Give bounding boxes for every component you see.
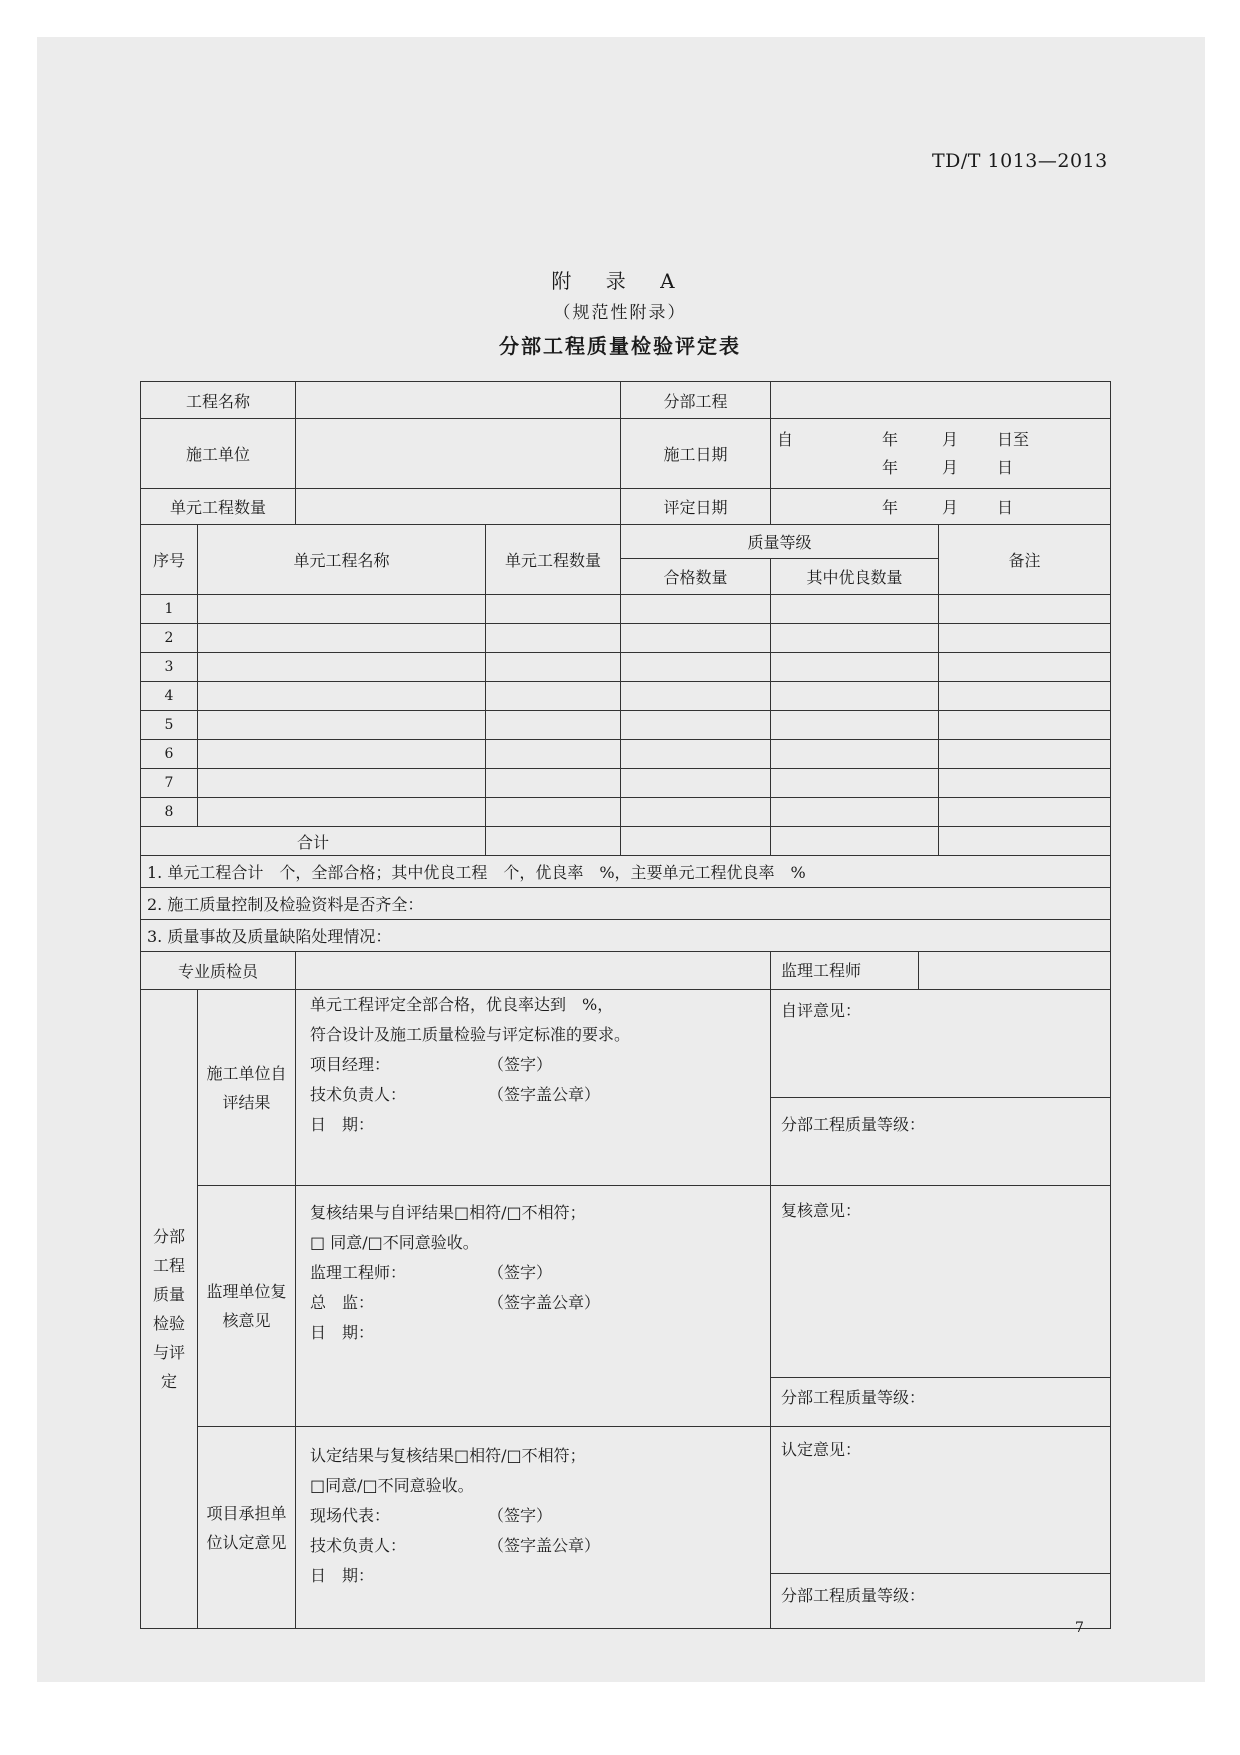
row-unit-count[interactable] bbox=[486, 653, 621, 682]
row-remarks[interactable] bbox=[939, 711, 1111, 740]
col-unit-count: 单元工程数量 bbox=[486, 525, 621, 595]
row-seq: 4 bbox=[141, 682, 198, 711]
project-name-label: 工程名称 bbox=[141, 382, 296, 419]
construction-date-label: 施工日期 bbox=[621, 419, 771, 489]
row-excellent[interactable] bbox=[771, 624, 939, 653]
date-month-label-2: 月 bbox=[942, 457, 959, 477]
review-label bbox=[198, 1186, 296, 1427]
row-excellent[interactable] bbox=[771, 711, 939, 740]
note-2: 2. 施工质量控制及检验资料是否齐全： bbox=[141, 888, 1111, 920]
approve-line: □同意/□不同意验收。 bbox=[310, 1476, 474, 1495]
self-eval-opinion[interactable]: 自评意见： bbox=[771, 990, 1110, 1098]
supervisor-engineer-field[interactable] bbox=[919, 952, 1110, 989]
contractor-field[interactable] bbox=[296, 419, 621, 489]
review-opinion[interactable]: 复核意见： bbox=[771, 1186, 1110, 1378]
unit-count-label: 单元工程数量 bbox=[141, 489, 296, 525]
row-unit-count[interactable] bbox=[486, 595, 621, 624]
approve-line: 认定结果与复核结果□相符/□不相符； bbox=[310, 1446, 586, 1465]
row-qualified[interactable] bbox=[621, 798, 771, 827]
form-title: 分部工程质量检验评定表 bbox=[499, 334, 741, 358]
row-excellent[interactable] bbox=[771, 769, 939, 798]
row-qualified[interactable] bbox=[621, 740, 771, 769]
row-unit-name[interactable] bbox=[198, 769, 486, 798]
row-unit-count[interactable] bbox=[486, 740, 621, 769]
self-eval-opinion-cell bbox=[771, 990, 1111, 1186]
self-eval-sign-role: 日 期： bbox=[310, 1115, 375, 1134]
approve-sign-role: 日 期： bbox=[310, 1566, 375, 1585]
section-label bbox=[141, 990, 198, 1629]
row-qualified[interactable] bbox=[621, 595, 771, 624]
approve-sign-note: （签字） bbox=[488, 1506, 553, 1525]
self-eval-sign-note: （签字盖公章） bbox=[488, 1085, 601, 1104]
project-name-field[interactable] bbox=[296, 382, 621, 419]
eval-year-label: 年 bbox=[882, 498, 899, 517]
eval-day-label: 日 bbox=[997, 498, 1014, 517]
review-line: 复核结果与自评结果□相符/□不相符； bbox=[310, 1203, 586, 1222]
row-unit-name[interactable] bbox=[198, 682, 486, 711]
row-qualified[interactable] bbox=[621, 653, 771, 682]
note-1: 1. 单元工程合计 个，全部合格；其中优良工程 个，优良率 %，主要单元工程优良率 % bbox=[141, 856, 1111, 888]
row-qualified[interactable] bbox=[621, 711, 771, 740]
row-unit-count[interactable] bbox=[486, 624, 621, 653]
sub-project-label: 分部工程 bbox=[621, 382, 771, 419]
row-excellent[interactable] bbox=[771, 682, 939, 711]
construction-date-field[interactable] bbox=[771, 419, 1111, 489]
review-opinion-cell bbox=[771, 1186, 1111, 1427]
supervisor-engineer-cell bbox=[771, 952, 1111, 990]
self-eval-label bbox=[198, 990, 296, 1186]
self-eval-sign-role: 项目经理： bbox=[310, 1055, 391, 1074]
row-remarks[interactable] bbox=[939, 595, 1111, 624]
self-eval-sign-note: （签字） bbox=[488, 1055, 553, 1074]
col-unit-name: 单元工程名称 bbox=[198, 525, 486, 595]
row-unit-name[interactable] bbox=[198, 653, 486, 682]
eval-month-label: 月 bbox=[942, 498, 959, 517]
approve-content bbox=[296, 1427, 771, 1629]
row-excellent[interactable] bbox=[771, 653, 939, 682]
total-unit-count[interactable] bbox=[486, 827, 621, 856]
document-number: TD/T 1013—2013 bbox=[932, 150, 1108, 172]
eval-date-label: 评定日期 bbox=[621, 489, 771, 525]
approve-opinion-cell bbox=[771, 1427, 1111, 1629]
contractor-label: 施工单位 bbox=[141, 419, 296, 489]
row-seq: 1 bbox=[141, 595, 198, 624]
row-unit-name[interactable] bbox=[198, 595, 486, 624]
approve-grade[interactable]: 分部工程质量等级： bbox=[781, 1586, 926, 1605]
date-day-to-label: 日至 bbox=[997, 429, 1030, 449]
review-sign-note: （签字） bbox=[488, 1263, 553, 1282]
unit-count-field[interactable] bbox=[296, 489, 621, 525]
approve-sign-note: （签字盖公章） bbox=[488, 1536, 601, 1555]
total-excellent[interactable] bbox=[771, 827, 939, 856]
row-seq: 7 bbox=[141, 769, 198, 798]
inspector-field[interactable] bbox=[296, 952, 771, 990]
total-label: 合计 bbox=[141, 827, 486, 856]
date-year-label-2: 年 bbox=[882, 457, 899, 477]
review-content bbox=[296, 1186, 771, 1427]
self-eval-grade[interactable]: 分部工程质量等级： bbox=[781, 1115, 926, 1134]
row-qualified[interactable] bbox=[621, 682, 771, 711]
review-sign-role: 日 期： bbox=[310, 1323, 375, 1342]
row-remarks[interactable] bbox=[939, 682, 1111, 711]
inspector-label: 专业质检员 bbox=[141, 952, 296, 990]
review-label-text: 监理单位复核意见 bbox=[206, 1282, 287, 1330]
total-qualified[interactable] bbox=[621, 827, 771, 856]
row-remarks[interactable] bbox=[939, 740, 1111, 769]
appendix-type: （规范性附录） bbox=[553, 303, 687, 323]
row-remarks[interactable] bbox=[939, 769, 1111, 798]
col-quality-grade: 质量等级 bbox=[621, 525, 939, 559]
note-3: 3. 质量事故及质量缺陷处理情况： bbox=[141, 920, 1111, 952]
col-seq: 序号 bbox=[141, 525, 198, 595]
row-seq: 3 bbox=[141, 653, 198, 682]
row-excellent[interactable] bbox=[771, 740, 939, 769]
row-remarks[interactable] bbox=[939, 798, 1111, 827]
supervisor-engineer-label: 监理工程师 bbox=[771, 952, 919, 989]
section-label-text: 分部工程质量检验与评定 bbox=[152, 1227, 185, 1391]
evaluation-form-table bbox=[140, 381, 1111, 1629]
approve-sign-role: 现场代表： bbox=[310, 1506, 391, 1525]
row-unit-name[interactable] bbox=[198, 798, 486, 827]
approve-opinion[interactable]: 认定意见： bbox=[771, 1427, 1110, 1574]
self-eval-line: 单元工程评定全部合格，优良率达到 %， bbox=[310, 995, 614, 1014]
row-unit-name[interactable] bbox=[198, 711, 486, 740]
eval-date-field[interactable] bbox=[771, 489, 1111, 525]
row-unit-count[interactable] bbox=[486, 682, 621, 711]
review-grade[interactable]: 分部工程质量等级： bbox=[781, 1388, 926, 1407]
row-unit-name[interactable] bbox=[198, 624, 486, 653]
approve-label-text: 项目承担单位认定意见 bbox=[206, 1503, 287, 1552]
row-seq: 8 bbox=[141, 798, 198, 827]
appendix-title: 附 录 A bbox=[551, 269, 689, 293]
self-eval-sign-role: 技术负责人： bbox=[310, 1085, 407, 1104]
date-month-label: 月 bbox=[942, 429, 959, 449]
row-qualified[interactable] bbox=[621, 624, 771, 653]
approve-label bbox=[198, 1427, 296, 1629]
self-eval-content bbox=[296, 990, 771, 1186]
row-remarks[interactable] bbox=[939, 624, 1111, 653]
sub-project-field[interactable] bbox=[771, 382, 1111, 419]
row-seq: 6 bbox=[141, 740, 198, 769]
total-remarks[interactable] bbox=[939, 827, 1111, 856]
row-remarks[interactable] bbox=[939, 653, 1111, 682]
date-year-label: 年 bbox=[882, 429, 899, 449]
review-sign-role: 监理工程师： bbox=[310, 1263, 407, 1282]
col-qualified-count: 合格数量 bbox=[621, 559, 771, 595]
date-day-label-2: 日 bbox=[997, 457, 1014, 477]
self-eval-label-text: 施工单位自评结果 bbox=[206, 1063, 287, 1112]
col-remarks: 备注 bbox=[939, 525, 1111, 595]
row-seq: 2 bbox=[141, 624, 198, 653]
row-unit-count[interactable] bbox=[486, 769, 621, 798]
page-number: 7 bbox=[1075, 1620, 1084, 1636]
review-line: □ 同意/□不同意验收。 bbox=[310, 1233, 479, 1252]
row-unit-count[interactable] bbox=[486, 798, 621, 827]
approve-sign-role: 技术负责人： bbox=[310, 1536, 407, 1555]
row-unit-count[interactable] bbox=[486, 711, 621, 740]
row-excellent[interactable] bbox=[771, 595, 939, 624]
self-eval-line: 符合设计及施工质量检验与评定标准的要求。 bbox=[310, 1025, 631, 1044]
col-excellent-count: 其中优良数量 bbox=[771, 559, 939, 595]
row-seq: 5 bbox=[141, 711, 198, 740]
row-unit-name[interactable] bbox=[198, 740, 486, 769]
review-sign-role: 总 监： bbox=[310, 1293, 375, 1312]
date-from-label: 自 bbox=[777, 429, 794, 449]
row-qualified[interactable] bbox=[621, 769, 771, 798]
row-excellent[interactable] bbox=[771, 798, 939, 827]
review-sign-note: （签字盖公章） bbox=[488, 1293, 601, 1312]
